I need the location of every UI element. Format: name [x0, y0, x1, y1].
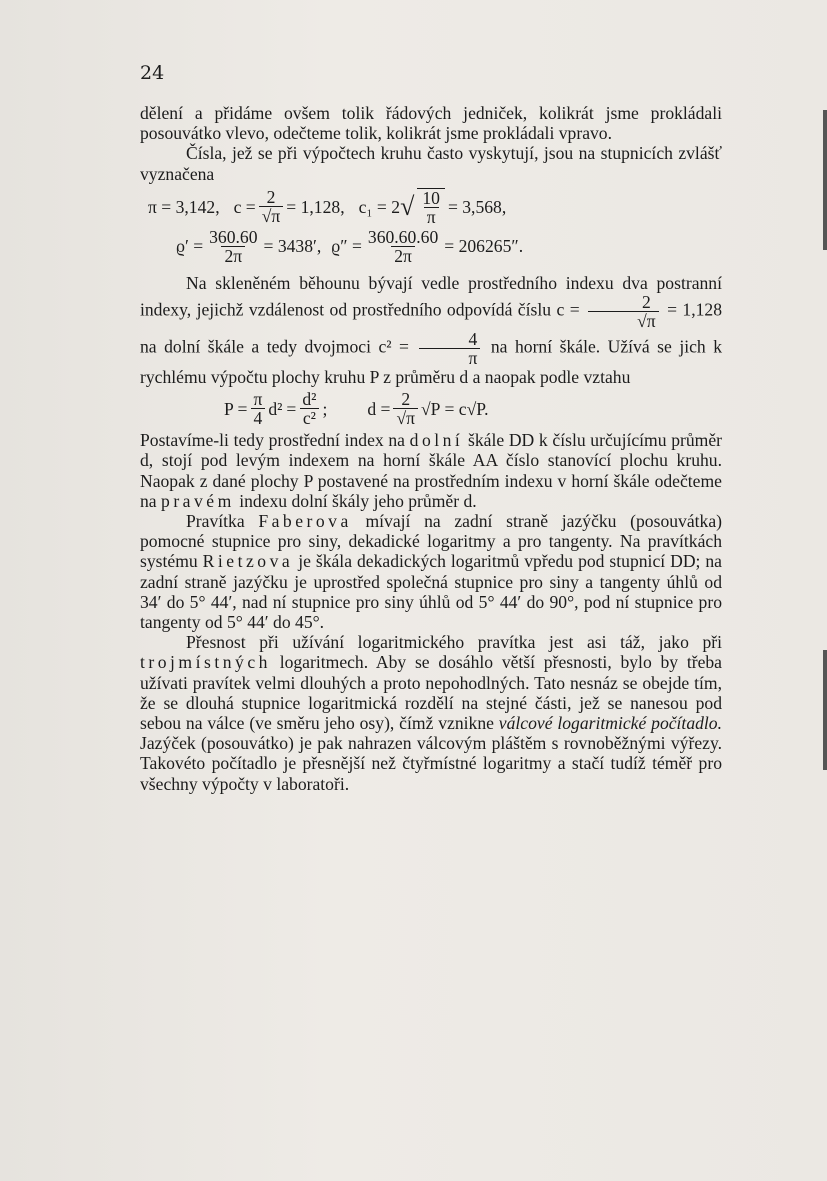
eq-c-fraction — [259, 188, 284, 225]
eq-c-lhs: c = — [233, 196, 256, 217]
paragraph-3-text-a: Na skleněném běhounu bývají vedle prostředního indexu dva postranní indexy, jejichž vzdálenost od prostředního odpovídá číslu — [140, 272, 722, 320]
paragraph-3-fraction — [588, 293, 659, 330]
paragraph-3-fraction-2 — [419, 330, 480, 367]
eq3-sqrtp: √P — [421, 398, 441, 419]
eq3-two: 2 — [401, 389, 411, 410]
paragraph-6-italic: válcové logaritmické počítadlo. — [498, 713, 722, 734]
eq-rho1-lhs: ϱ′ = — [176, 236, 204, 257]
eq3-p-lhs: P = — [224, 398, 248, 419]
paragraph-4 — [140, 430, 722, 511]
eq-pi: π = 3,142, — [148, 196, 220, 217]
eq3-d2-num: d² — [302, 389, 317, 410]
binding-edge-mark-2 — [823, 650, 827, 770]
paragraph-5 — [140, 511, 722, 632]
eq-rho1-den: 2π — [221, 246, 245, 265]
body-text — [140, 103, 722, 794]
equation-rho — [140, 228, 722, 265]
eq3-semicolon: ; — [322, 398, 328, 419]
paragraph-3-fraction-den: √π — [588, 311, 659, 330]
paragraph-6-a: Přesnost při užívání logaritmického pravítka jest asi táž, jako při — [186, 632, 722, 653]
paragraph-3 — [140, 273, 722, 387]
paragraph-5-a: mívají na zadní straně jazýčku (posouvátka) pomocné stupnice pro siny, dekadické logaritmy a pro tangenty. Na pravítkách systému — [140, 511, 722, 572]
eq-rho1-value: = 3438′, — [263, 236, 322, 257]
paragraph-6-c: Jazýček (posouvátko) je pak nahrazen válcovým pláštěm s rovnoběžnými výřezy. Takovéto počítadlo je přesnější než čtyřmístné logaritmy a stačí tudíž téměř pro všechny výpočty v laboratoři. — [140, 733, 722, 794]
paragraph-6-b: logaritmech. Aby se dosáhlo větší přesnosti, bylo by třeba užívati pravítek velmi dlouhých a proto nepohodlných. Tato nesnáz se obejde tím, že se dlouhá stupnice logaritmická rozdělí na stejné části, jež se nanesou pod sebou na válce (ve směru jeho osy), čímž vznikne — [140, 652, 722, 734]
paragraph-3-c2: c² = — [378, 336, 409, 357]
eq-rho1-num: 360.60 — [209, 226, 258, 247]
eq3-d2: d² — [268, 398, 283, 419]
paragraph-3-text-c: = 1,128 na dolní škále a tedy dvojmoci — [140, 299, 722, 357]
eq-rho2-value: = 206265″. — [444, 236, 524, 257]
eq-c1-rhs: = 3,568, — [447, 196, 507, 217]
paragraph-3-fraction-2-num: 4 — [468, 329, 478, 350]
paragraph-6-spaced: trojmístných — [140, 652, 271, 673]
equation-area — [140, 390, 722, 427]
paragraph-6 — [140, 632, 722, 794]
eq-c1-den: π — [424, 207, 439, 226]
eq-c-den: √π — [259, 206, 284, 225]
paragraph-5-b: je škála dekadických logaritmů vpředu pod stupnicí DD; na zadní straně jazýčku je uprostřed společná stupnice pro siny a tangenty úhlů od 34′ do 5° 44′, nad ní stupnice pro siny úhlů od 5° 44′ do 90°, pod ní stupnice pro tangenty od 5° 44′ do 45°. — [140, 551, 722, 633]
eq-c1-lhs: c₁ = 2 — [358, 196, 401, 217]
eq3-tail: = c√P. — [444, 398, 489, 419]
binding-edge-mark — [823, 110, 827, 250]
eq-c-num: 2 — [266, 187, 276, 208]
paragraph-4-spaced-2: pravém — [161, 490, 235, 511]
eq-rho2-fraction — [365, 228, 441, 265]
paragraph-1: dělení a přidáme ovšem tolik řádových jedniček, kolikrát jsme prokládali posouvátko vlevo, odečteme tolik, kolikrát jsme prokládali vpravo. — [140, 103, 722, 144]
eq3-d2-c2 — [299, 390, 319, 427]
paragraph-4-c: indexu dolní škály jeho průměr d. — [239, 490, 477, 511]
eq3-equals: = — [286, 398, 297, 419]
paragraph-3-text-e: na horní škále. Užívá se jich k rychlému výpočtu plochy kruhu P z průměru d a naopak podle vztahu — [140, 336, 722, 388]
eq3-2-sqrtpi — [393, 390, 418, 427]
paragraph-3-fraction-2-den: π — [419, 348, 480, 367]
equation-constants — [140, 188, 722, 226]
eq3-sqrtpi: √π — [393, 408, 418, 427]
eq-c1-num: 10 — [422, 187, 440, 208]
eq3-four: 4 — [251, 408, 266, 427]
paragraph-3-c: c = — [556, 299, 580, 320]
eq3-pi: π — [253, 389, 263, 410]
paragraph-5-pre: Pravítka — [186, 511, 245, 532]
eq3-d-lhs: d = — [367, 398, 391, 419]
sqrt-sign-icon: √ — [400, 191, 415, 221]
eq-rho2-num: 360.60.60 — [367, 226, 439, 247]
eq-rho2-lhs: ϱ″ = — [331, 236, 362, 257]
eq-rho1-fraction — [206, 228, 260, 265]
eq3-pi-4 — [250, 390, 265, 427]
paragraph-4-b: škále DD k číslu určujícímu průměr d, stojí pod levým indexem na horní škále AA číslo stanovící plochu kruhu. Naopak z dané plochy P postavené na prostředním indexu v horní škále odečteme na — [140, 430, 723, 511]
eq-rho2-den: 2π — [391, 246, 415, 265]
paragraph-5-spaced-2: Rietzova — [202, 551, 294, 572]
eq-c1-fraction — [417, 188, 445, 226]
paragraph-5-spaced-1: Faberova — [258, 511, 352, 532]
paragraph-4-a: Postavíme-li tedy prostřední index na — [140, 430, 405, 451]
paragraph-2: Čísla, jež se při výpočtech kruhu často vyskytují, jsou na stupnicích zvlášť vyznačena — [140, 143, 722, 184]
eq3-c2: c² — [300, 408, 319, 427]
paragraph-4-spaced-1: dolní — [409, 430, 464, 451]
paragraph-3-fraction-num: 2 — [641, 292, 651, 313]
eq-c-rhs: = 1,128, — [286, 196, 345, 217]
page-number: 24 — [140, 62, 165, 84]
